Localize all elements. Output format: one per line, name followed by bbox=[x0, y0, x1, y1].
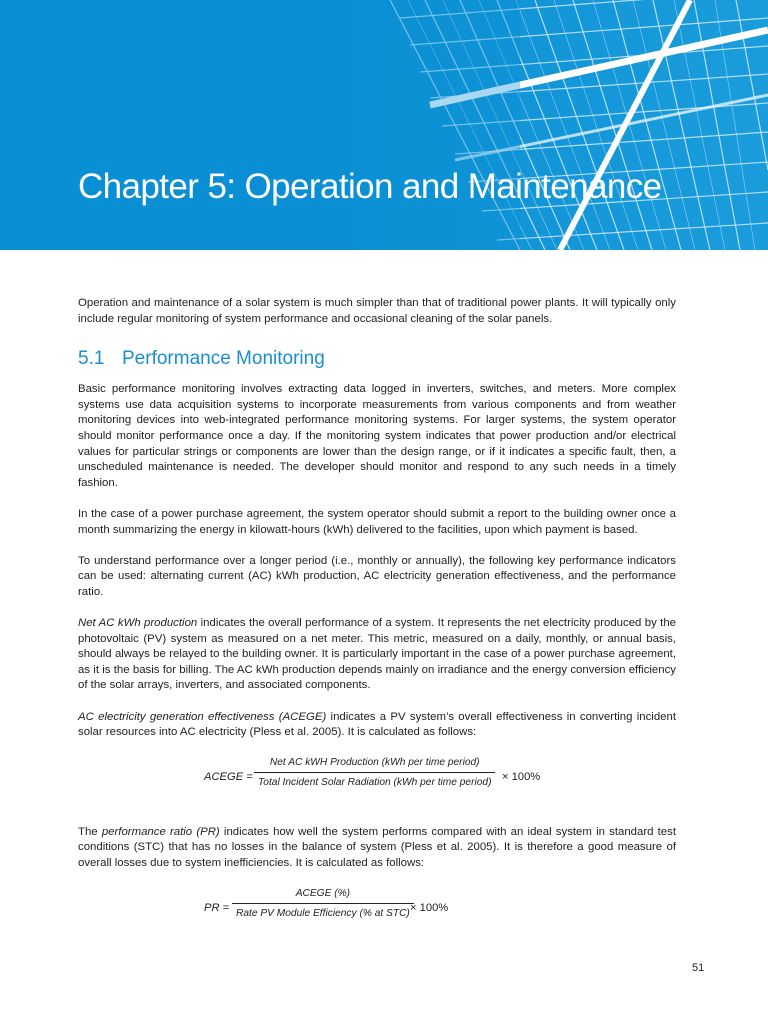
pr-multiplier: × 100% bbox=[410, 901, 449, 914]
paragraph-net-ac-text: indicates the overall performance of a system. It represents the net electricity produced by the photovoltaic (PV) system as measured on a net meter. This metric, measured on a daily, monthly, or annual basis, should always be relayed to the building owner. It is particularly important in the case of a power purchase agreement, as it is the basis for billing. The AC kWh production depends mainly on irradiance and the energy conversion efficiency of the solar arrays, inverters, and associated components. bbox=[78, 617, 676, 692]
paragraph-pr-prefix: The bbox=[78, 825, 102, 838]
pr-formula bbox=[78, 886, 676, 932]
paragraph-ppa-report: In the case of a power purchase agreement, the system operator should submit a report to the building owner once a month summarizing the energy in kilowatt-hours (kWh) delivered to the facilities, upon which payment is based. bbox=[78, 507, 676, 536]
chapter-title: Chapter 5: Operation and Maintenance bbox=[78, 167, 662, 206]
section-title: Performance Monitoring bbox=[122, 348, 325, 370]
acege-multiplier: × 100% bbox=[502, 770, 541, 783]
paragraph-acege bbox=[78, 710, 676, 741]
paragraph-pr bbox=[78, 825, 676, 872]
pr-denominator: Rate PV Module Efficiency (% at STC) bbox=[236, 908, 410, 920]
term-net-ac: Net AC kWh production bbox=[78, 617, 198, 630]
paragraph-acege-text: indicates a PV system’s overall effectiveness in converting incident solar resources into AC electricity (Pless et al. 2005). It is calculated as follows: bbox=[78, 710, 676, 739]
paragraph-pr-text: indicates how well the system performs compared with an ideal system in standard test conditions (STC) that has no losses in the balance of system (Pless et al. 2005). It is therefore a good measure of overall losses due to system inefficiencies. It is calculated as follows: bbox=[78, 825, 677, 870]
main-content bbox=[78, 296, 676, 956]
intro-paragraph: Operation and maintenance of a solar system is much simpler than that of traditional power plants. It will typically only include regular monitoring of system performance and occasional cleaning of the solar panels. bbox=[78, 297, 676, 325]
solar-panel-image bbox=[0, 0, 768, 250]
paragraph-kpis: To understand performance over a longer period (i.e., monthly or annually), the following key performance indicators can be used: alternating current (AC) kWh production, AC electricity generation effectiveness, and the performance ratio. bbox=[78, 554, 676, 598]
acege-numerator: Net AC kWH Production (kWh per time period) bbox=[254, 755, 495, 774]
pr-formula-lhs: PR = bbox=[204, 901, 230, 914]
acege-formula bbox=[78, 755, 676, 801]
acege-formula-lhs: ACEGE = bbox=[204, 770, 253, 783]
acege-fraction bbox=[254, 755, 495, 791]
section-number: 5.1 bbox=[78, 348, 105, 370]
section-heading bbox=[78, 348, 676, 370]
term-pr: performance ratio (PR) bbox=[101, 825, 220, 838]
acege-denominator: Total Incident Solar Radiation (kWh per time period) bbox=[258, 777, 492, 789]
term-acege: AC electricity generation effectiveness (ACEGE) bbox=[78, 710, 327, 723]
pr-fraction bbox=[232, 886, 414, 922]
chapter-banner bbox=[0, 0, 768, 250]
paragraph-net-ac bbox=[78, 616, 676, 694]
paragraph-monitoring: Basic performance monitoring involves extracting data logged in inverters, switches, and meters. More complex systems use data acquisition systems to incorporate measurements from various components and from weather monitoring devices into web-integrated performance monitoring systems. For larger systems, the system operator should monitor performance once a day. If the monitoring system indicates that power production and/or electrical values for particular strings or components are lower than the design range, or if it indicates a specific fault, then, a unscheduled maintenance is needed. The developer should monitor and respond to any such needs in a timely fashion. bbox=[78, 383, 676, 489]
page-number: 51 bbox=[692, 962, 705, 974]
pr-numerator: ACEGE (%) bbox=[232, 886, 414, 905]
